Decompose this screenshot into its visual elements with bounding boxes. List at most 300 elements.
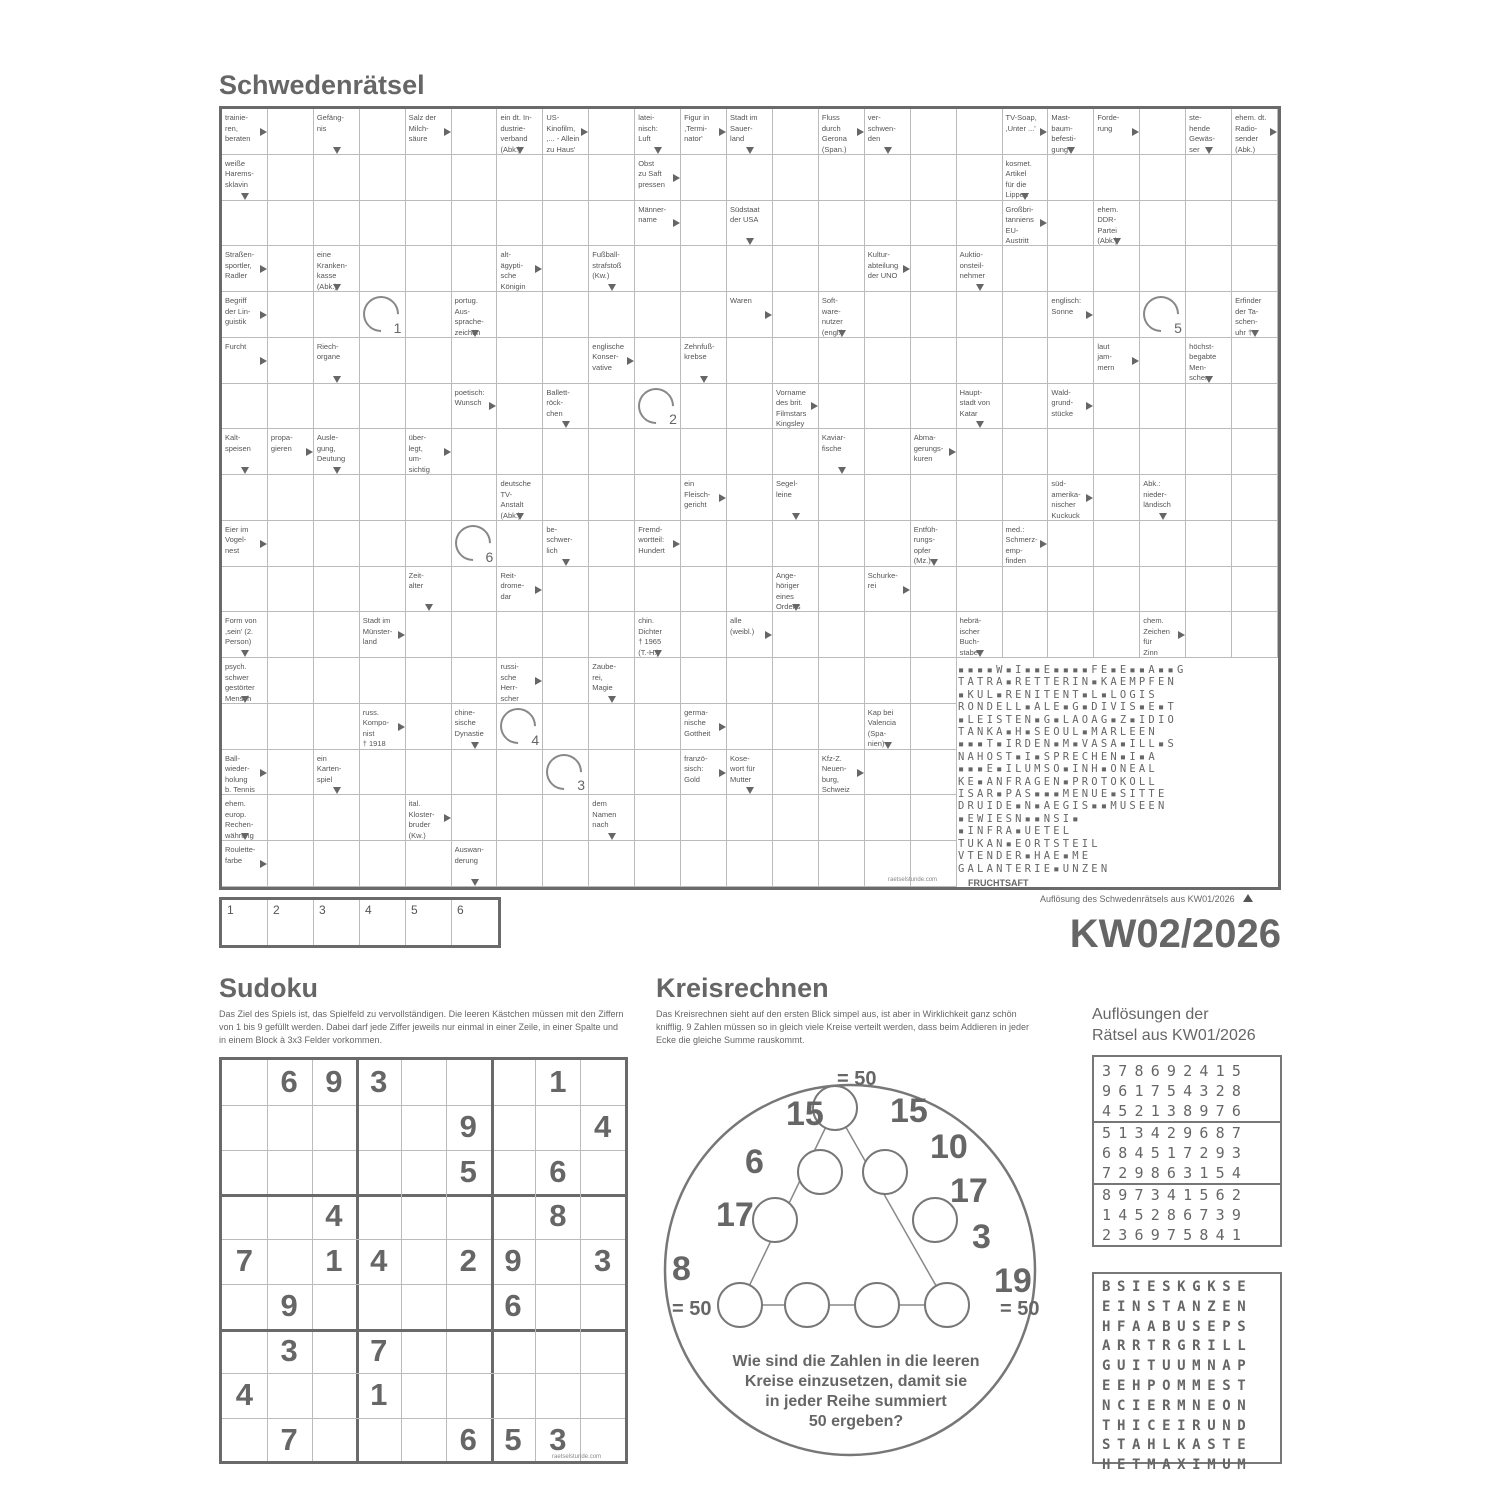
grid-cell[interactable] [314,384,360,430]
grid-cell[interactable] [635,841,681,887]
kreis-empty-circle[interactable] [925,1283,969,1327]
grid-cell[interactable] [819,567,865,613]
grid-cell[interactable] [635,429,681,475]
grid-cell[interactable] [360,109,406,155]
sudoku-cell[interactable] [401,1333,446,1378]
kreis-empty-circle[interactable] [718,1283,762,1327]
grid-cell[interactable] [727,521,773,567]
sudoku-cell[interactable] [312,1154,357,1199]
grid-cell[interactable] [1232,429,1278,475]
grid-cell[interactable] [865,795,911,841]
grid-cell[interactable] [681,612,727,658]
grid-cell[interactable] [635,475,681,521]
grid-cell[interactable] [819,795,865,841]
sudoku-cell[interactable] [267,1154,312,1199]
sudoku-cell[interactable] [401,1377,446,1422]
sudoku-cell[interactable] [356,1198,401,1243]
grid-cell[interactable] [452,567,498,613]
grid-cell[interactable] [773,246,819,292]
sudoku-cell[interactable] [312,1422,357,1467]
grid-cell[interactable] [865,750,911,796]
grid-cell[interactable] [1048,155,1094,201]
sudoku-cell[interactable]: 3 [593,1243,612,1279]
grid-cell[interactable] [360,338,406,384]
grid-cell[interactable] [452,338,498,384]
grid-cell[interactable] [1003,384,1049,430]
grid-cell[interactable] [452,201,498,247]
sudoku-cell[interactable]: 1 [370,1377,388,1413]
grid-cell[interactable] [1140,521,1186,567]
grid-cell[interactable] [1140,201,1186,247]
sudoku-cell[interactable] [580,1288,625,1333]
grid-cell[interactable] [452,109,498,155]
grid-cell[interactable] [589,155,635,201]
grid-cell[interactable] [1186,155,1232,201]
grid-cell[interactable] [268,658,314,704]
sudoku-cell[interactable] [446,1198,491,1243]
grid-cell[interactable] [1003,612,1049,658]
grid-cell[interactable] [543,795,589,841]
grid-cell[interactable] [1232,384,1278,430]
grid-cell[interactable] [865,429,911,475]
sudoku-cell[interactable] [446,1333,491,1378]
grid-cell[interactable] [1232,201,1278,247]
solution-letter-boxes[interactable] [219,897,501,948]
grid-cell[interactable] [1094,612,1140,658]
grid-cell[interactable] [1232,155,1278,201]
grid-cell[interactable] [268,521,314,567]
grid-cell[interactable] [1140,338,1186,384]
sudoku-cell[interactable] [356,1154,401,1199]
grid-cell[interactable] [1186,429,1232,475]
grid-cell[interactable] [1094,155,1140,201]
sudoku-cell[interactable]: 7 [370,1332,388,1368]
grid-cell[interactable] [1003,292,1049,338]
grid-cell[interactable] [497,429,543,475]
sudoku-cell[interactable] [222,1154,267,1199]
grid-cell[interactable] [865,201,911,247]
kreis-empty-circle[interactable] [753,1198,797,1242]
grid-cell[interactable] [314,841,360,887]
grid-cell[interactable] [1048,201,1094,247]
grid-cell[interactable] [1186,292,1232,338]
sudoku-cell[interactable]: 9 [325,1064,343,1099]
grid-cell[interactable] [497,292,543,338]
grid-cell[interactable] [819,475,865,521]
grid-cell[interactable] [911,704,957,750]
grid-cell[interactable] [543,246,589,292]
grid-cell[interactable] [543,155,589,201]
sudoku-cell[interactable] [222,1198,267,1243]
grid-cell[interactable] [314,155,360,201]
sudoku-cell[interactable] [535,1377,580,1422]
grid-cell[interactable] [268,201,314,247]
grid-cell[interactable] [589,109,635,155]
sudoku-cell[interactable] [356,1288,401,1333]
sudoku-cell[interactable]: 2 [459,1243,477,1279]
grid-cell[interactable] [497,795,543,841]
grid-cell[interactable] [222,475,268,521]
grid-cell[interactable] [773,750,819,796]
grid-cell[interactable] [1094,567,1140,613]
grid-cell[interactable] [406,612,452,658]
grid-cell[interactable] [911,292,957,338]
grid-cell[interactable] [543,292,589,338]
grid-cell[interactable] [957,292,1003,338]
grid-cell[interactable] [406,338,452,384]
sudoku-cell[interactable] [446,1288,491,1333]
grid-cell[interactable] [1094,429,1140,475]
sudoku-grid[interactable] [219,1057,628,1464]
grid-cell[interactable] [681,429,727,475]
grid-cell[interactable] [1048,338,1094,384]
grid-cell[interactable] [635,750,681,796]
grid-cell[interactable] [589,201,635,247]
grid-cell[interactable] [911,109,957,155]
grid-cell[interactable] [957,429,1003,475]
grid-cell[interactable] [1140,246,1186,292]
grid-cell[interactable] [681,658,727,704]
grid-cell[interactable] [543,201,589,247]
grid-cell[interactable] [589,521,635,567]
grid-cell[interactable] [543,475,589,521]
grid-cell[interactable] [635,795,681,841]
grid-cell[interactable] [957,567,1003,613]
grid-cell[interactable] [222,567,268,613]
grid-cell[interactable] [497,201,543,247]
grid-cell[interactable] [360,841,406,887]
kreis-empty-circle[interactable] [863,1150,907,1194]
letter-box[interactable]: 3 [314,900,360,945]
sudoku-cell[interactable]: 4 [370,1243,388,1279]
grid-cell[interactable] [268,841,314,887]
grid-cell[interactable] [497,612,543,658]
grid-cell[interactable] [957,521,1003,567]
grid-cell[interactable] [497,155,543,201]
grid-cell[interactable] [681,567,727,613]
grid-cell[interactable] [268,109,314,155]
sudoku-cell[interactable]: 6 [549,1153,567,1189]
grid-cell[interactable] [406,521,452,567]
grid-cell[interactable] [589,567,635,613]
grid-cell[interactable] [497,384,543,430]
sudoku-cell[interactable]: 5 [504,1422,522,1458]
grid-cell[interactable] [911,475,957,521]
grid-cell[interactable] [1186,246,1232,292]
grid-cell[interactable] [1003,429,1049,475]
grid-cell[interactable] [819,338,865,384]
grid-cell[interactable] [773,612,819,658]
grid-cell[interactable] [773,109,819,155]
grid-cell[interactable] [1048,246,1094,292]
grid-cell[interactable] [727,841,773,887]
sudoku-cell[interactable] [356,1109,401,1154]
sudoku-cell[interactable] [267,1243,312,1288]
grid-cell[interactable] [1140,384,1186,430]
grid-cell[interactable] [406,384,452,430]
grid-cell[interactable] [635,246,681,292]
sudoku-cell[interactable] [356,1422,401,1467]
grid-cell[interactable] [911,338,957,384]
grid-cell[interactable] [1232,521,1278,567]
grid-cell[interactable] [543,338,589,384]
letter-box[interactable]: 4 [360,900,406,945]
grid-cell[interactable] [865,292,911,338]
grid-cell[interactable] [635,338,681,384]
grid-cell[interactable] [360,201,406,247]
grid-cell[interactable] [1003,338,1049,384]
grid-cell[interactable] [452,429,498,475]
grid-cell[interactable] [268,292,314,338]
grid-cell[interactable] [819,704,865,750]
grid-cell[interactable] [1232,567,1278,613]
grid-cell[interactable] [589,612,635,658]
grid-cell[interactable] [865,384,911,430]
grid-cell[interactable] [1003,475,1049,521]
grid-cell[interactable] [727,795,773,841]
grid-cell[interactable] [1048,521,1094,567]
grid-cell[interactable] [589,475,635,521]
grid-cell[interactable] [635,704,681,750]
grid-cell[interactable] [681,795,727,841]
grid-cell[interactable] [268,750,314,796]
grid-cell[interactable] [865,338,911,384]
grid-cell[interactable] [727,429,773,475]
sudoku-cell[interactable] [267,1198,312,1243]
grid-cell[interactable] [360,521,406,567]
grid-cell[interactable] [589,292,635,338]
grid-cell[interactable] [773,704,819,750]
grid-cell[interactable] [1048,429,1094,475]
grid-cell[interactable] [911,750,957,796]
sudoku-cell[interactable] [491,1064,536,1109]
grid-cell[interactable] [452,246,498,292]
grid-cell[interactable] [314,658,360,704]
sudoku-cell[interactable] [580,1064,625,1109]
grid-cell[interactable] [1140,109,1186,155]
grid-cell[interactable] [268,155,314,201]
grid-cell[interactable] [727,246,773,292]
grid-cell[interactable] [911,658,957,704]
grid-cell[interactable] [1232,246,1278,292]
sudoku-cell[interactable] [222,1064,267,1109]
sudoku-cell[interactable] [401,1064,446,1109]
sudoku-cell[interactable]: 7 [280,1422,298,1458]
sudoku-cell[interactable]: 3 [280,1332,298,1368]
grid-cell[interactable] [957,155,1003,201]
sudoku-cell[interactable]: 6 [280,1064,298,1099]
grid-cell[interactable] [1186,384,1232,430]
letter-box[interactable]: 6 [457,903,464,917]
grid-cell[interactable] [222,384,268,430]
sudoku-cell[interactable]: 8 [549,1198,567,1234]
grid-cell[interactable] [1186,612,1232,658]
grid-cell[interactable] [222,704,268,750]
grid-cell[interactable] [727,155,773,201]
sudoku-cell[interactable] [267,1377,312,1422]
grid-cell[interactable] [819,246,865,292]
sudoku-cell[interactable] [312,1109,357,1154]
grid-cell[interactable] [1186,475,1232,521]
grid-cell[interactable] [406,201,452,247]
sudoku-cell[interactable]: 4 [325,1198,343,1234]
grid-cell[interactable] [773,658,819,704]
sudoku-cell[interactable] [267,1109,312,1154]
sudoku-cell[interactable] [535,1288,580,1333]
grid-cell[interactable] [681,201,727,247]
grid-cell[interactable] [773,338,819,384]
grid-cell[interactable] [819,201,865,247]
grid-cell[interactable] [635,567,681,613]
grid-cell[interactable] [773,201,819,247]
grid-cell[interactable] [268,246,314,292]
grid-cell[interactable] [314,612,360,658]
grid-cell[interactable] [773,841,819,887]
grid-cell[interactable] [1003,246,1049,292]
grid-cell[interactable] [589,704,635,750]
grid-cell[interactable] [1140,155,1186,201]
grid-cell[interactable] [268,475,314,521]
grid-cell[interactable] [773,795,819,841]
grid-cell[interactable] [911,384,957,430]
sudoku-cell[interactable] [580,1198,625,1243]
grid-cell[interactable] [1232,338,1278,384]
sudoku-cell[interactable] [491,1377,536,1422]
grid-cell[interactable] [1232,475,1278,521]
sudoku-cell[interactable] [401,1109,446,1154]
grid-cell[interactable] [360,246,406,292]
sudoku-cell[interactable] [491,1109,536,1154]
grid-cell[interactable] [727,658,773,704]
grid-cell[interactable] [819,658,865,704]
grid-cell[interactable] [865,658,911,704]
grid-cell[interactable] [314,704,360,750]
grid-cell[interactable] [589,841,635,887]
grid-cell[interactable] [360,750,406,796]
grid-cell[interactable] [681,384,727,430]
sudoku-cell[interactable] [491,1154,536,1199]
grid-cell[interactable] [1094,384,1140,430]
sudoku-cell[interactable]: 9 [459,1108,477,1144]
grid-cell[interactable] [681,521,727,567]
grid-cell[interactable] [957,201,1003,247]
grid-cell[interactable] [543,429,589,475]
sudoku-cell[interactable] [535,1243,580,1288]
grid-cell[interactable] [727,384,773,430]
sudoku-cell[interactable] [446,1377,491,1422]
grid-cell[interactable] [314,475,360,521]
grid-cell[interactable] [406,155,452,201]
sudoku-cell[interactable] [446,1064,491,1109]
sudoku-cell[interactable] [535,1333,580,1378]
grid-cell[interactable] [406,658,452,704]
grid-cell[interactable] [819,155,865,201]
grid-cell[interactable] [497,521,543,567]
sudoku-cell[interactable] [401,1154,446,1199]
grid-cell[interactable] [819,841,865,887]
grid-cell[interactable] [911,795,957,841]
grid-cell[interactable] [497,841,543,887]
sudoku-cell[interactable] [401,1288,446,1333]
grid-cell[interactable] [360,658,406,704]
grid-cell[interactable] [452,475,498,521]
grid-cell[interactable] [452,750,498,796]
sudoku-cell[interactable] [580,1333,625,1378]
grid-cell[interactable] [268,795,314,841]
grid-cell[interactable] [1094,521,1140,567]
sudoku-cell[interactable] [491,1198,536,1243]
grid-cell[interactable] [314,521,360,567]
grid-cell[interactable] [911,246,957,292]
sudoku-cell[interactable] [580,1154,625,1199]
sudoku-cell[interactable] [580,1422,625,1467]
sudoku-cell[interactable] [312,1333,357,1378]
grid-cell[interactable] [1094,292,1140,338]
grid-cell[interactable] [406,246,452,292]
grid-cell[interactable] [497,338,543,384]
kreis-empty-circle[interactable] [785,1283,829,1327]
grid-cell[interactable] [681,155,727,201]
grid-cell[interactable] [865,475,911,521]
grid-cell[interactable] [360,429,406,475]
grid-cell[interactable] [773,155,819,201]
grid-cell[interactable] [911,567,957,613]
grid-cell[interactable] [406,750,452,796]
grid-cell[interactable] [360,567,406,613]
grid-cell[interactable] [1094,246,1140,292]
sudoku-cell[interactable] [580,1377,625,1422]
grid-cell[interactable] [360,795,406,841]
sudoku-cell[interactable]: 4 [235,1377,253,1413]
grid-cell[interactable] [222,201,268,247]
grid-cell[interactable] [406,704,452,750]
grid-cell[interactable] [360,384,406,430]
sudoku-cell[interactable] [491,1333,536,1378]
grid-cell[interactable] [543,612,589,658]
sudoku-cell[interactable]: 9 [504,1243,522,1279]
letter-box[interactable]: 5 [406,900,452,945]
grid-cell[interactable] [406,292,452,338]
grid-cell[interactable] [681,246,727,292]
grid-cell[interactable] [727,338,773,384]
grid-cell[interactable] [360,155,406,201]
grid-cell[interactable] [314,292,360,338]
sudoku-cell[interactable] [312,1288,357,1333]
kreis-empty-circle[interactable] [855,1283,899,1327]
grid-cell[interactable] [635,292,681,338]
grid-cell[interactable] [911,201,957,247]
sudoku-cell[interactable]: 7 [235,1243,253,1279]
grid-cell[interactable] [865,521,911,567]
grid-cell[interactable] [635,658,681,704]
grid-cell[interactable] [452,795,498,841]
sudoku-cell[interactable] [312,1377,357,1422]
grid-cell[interactable] [957,338,1003,384]
grid-cell[interactable] [819,521,865,567]
grid-cell[interactable] [819,612,865,658]
grid-cell[interactable] [314,201,360,247]
grid-cell[interactable] [406,841,452,887]
sudoku-cell[interactable]: 6 [504,1287,522,1323]
grid-cell[interactable] [589,429,635,475]
sudoku-cell[interactable] [401,1198,446,1243]
grid-cell[interactable] [1186,201,1232,247]
grid-cell[interactable] [268,567,314,613]
grid-cell[interactable] [268,384,314,430]
grid-cell[interactable] [268,338,314,384]
sudoku-cell[interactable] [222,1288,267,1333]
grid-cell[interactable] [589,750,635,796]
